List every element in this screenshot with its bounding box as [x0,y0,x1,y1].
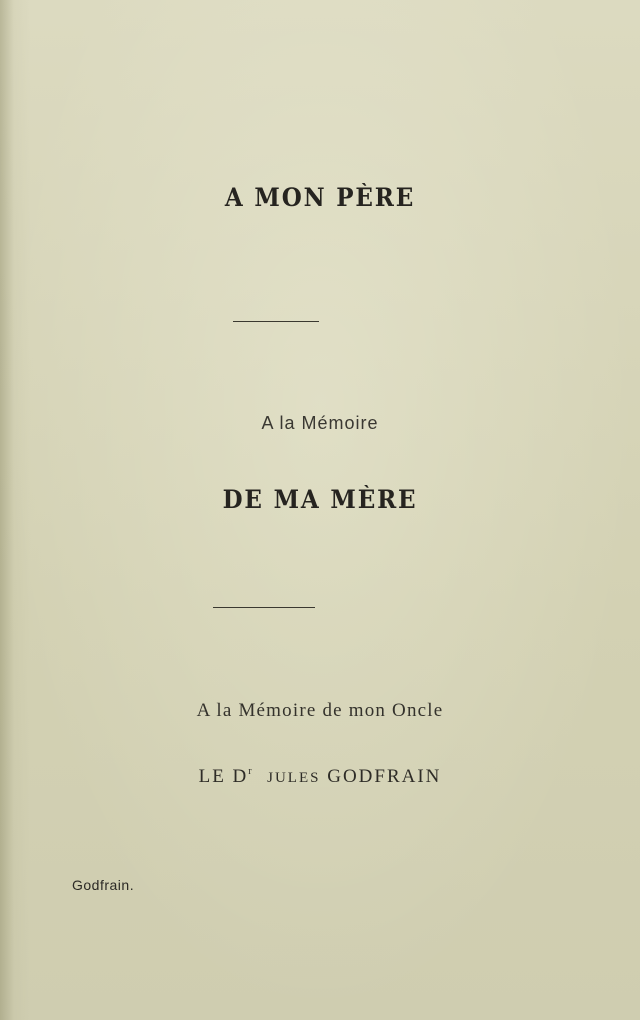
memory-line-2: A la Mémoire de mon Oncle [196,700,444,721]
divider-rule-2 [213,607,315,608]
doctor-superscript: r [248,766,254,777]
doctor-name [0,766,640,788]
doctor-first-name: JULES [267,770,321,786]
dedication-mother: DE MA MÈRE [222,485,418,514]
footer-signature: Godfrain. [72,877,135,893]
doctor-prefix: LE D [198,766,249,787]
dedication-father: A MON PÈRE [224,183,416,212]
divider-rule-1 [233,321,319,322]
memory-line-1: A la Mémoire [261,413,379,433]
doctor-last-name: GODFRAIN [327,766,442,787]
